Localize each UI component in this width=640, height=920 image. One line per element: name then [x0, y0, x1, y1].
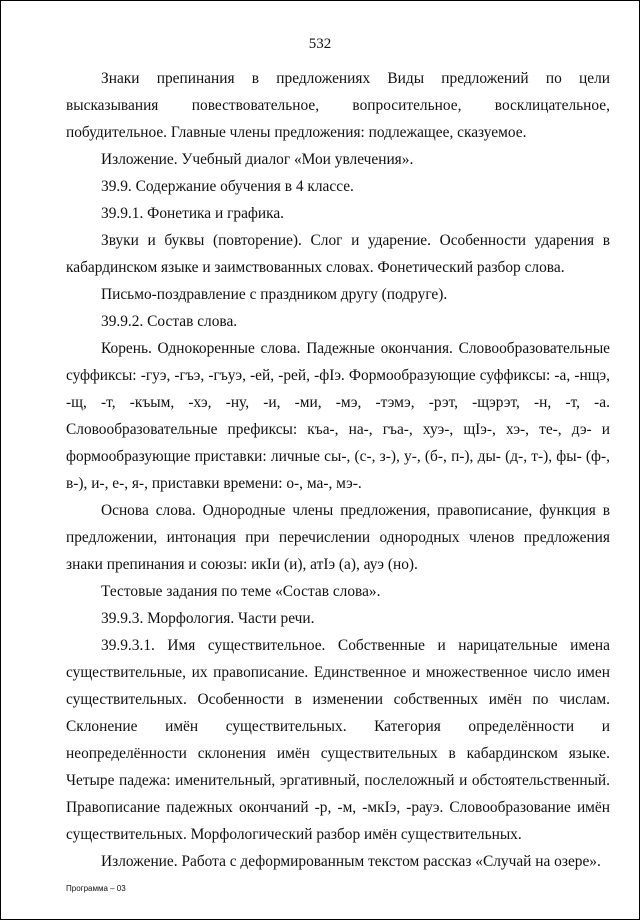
page-number: 532: [308, 36, 332, 52]
paragraph-root-suffixes: Корень. Однокоренные слова. Падежные окончания. Словообразовательные суффиксы: -гуэ, -гъэ, -гъуэ, -ей, -рей, -фIэ. Формообразующие суффиксы: -а, -нщэ, -щ, -т, -къым, -хэ, -ну, -и, -ми, -мэ, -тэмэ, -рэт, -щэрэт, -н, -т, -а. Словообразовательные префиксы: къа-, на-, гъа-, хуэ-, щIэ-, хэ-, те-, дэ- и формообразующие приставки: личные сы-, (с-, з-), у-, (б-, п-), ды- (д-, т-), фы- (ф-, в-), и-, е-, я-, приставки времени: о-, ма-, мэ-.: [66, 340, 610, 492]
paragraph-punctuation: Знаки препинания в предложениях Виды предложений по цели высказывания повествовательное, вопросительное, восклицательное, побудительное. Главные члены предложения: подлежащее, сказуемое.: [66, 70, 610, 141]
paragraph-test-tasks: Тестовые задания по теме «Состав слова».: [101, 583, 381, 600]
paragraph-word-stem: Основа слова. Однородные члены предложения, правописание, функция в предложении, интонация при перечислении однородных членов предложения знаки препинания и союзы: икIи (и), атIэ (а), ауэ (но).: [66, 502, 610, 573]
section-heading-phonetics: 39.9.1. Фонетика и графика.: [101, 205, 285, 222]
paragraph-essay-dialogue: Изложение. Учебный диалог «Мои увлечения».: [101, 151, 414, 168]
footer-program-label: Программа – 03: [66, 884, 126, 893]
section-heading-4th-grade: 39.9. Содержание обучения в 4 классе.: [101, 178, 354, 195]
section-heading-word-structure: 39.9.2. Состав слова.: [101, 313, 238, 330]
paragraph-noun: 39.9.3.1. Имя существительное. Собственные и нарицательные имена существительные, их правописание. Единственное и множественное число имен существительных. Особенности в изменении собственных имён по числам. Склонение имён существительных. Категория определённости и неопределённости склонения имён существительных в кабардинском языке. Четыре падежа: именительный, эргативный, послеложный и обстоятельственный. Правописание падежных окончаний -р, -м, -мкIэ, -рауэ. Словообразование имён существительных. Морфологический разбор имён существительных.: [66, 637, 610, 843]
document-body: [66, 65, 610, 875]
paragraph-essay-lake: Изложение. Работа с деформированным текстом рассказ «Случай на озере».: [101, 853, 601, 870]
paragraph-greeting-letter: Письмо-поздравление с праздником другу (подруге).: [101, 286, 448, 303]
paragraph-sounds-letters: Звуки и буквы (повторение). Слог и ударение. Особенности ударения в кабардинском языке и заимствованных словах. Фонетический разбор слова.: [66, 232, 610, 276]
section-heading-morphology: 39.9.3. Морфология. Части речи.: [101, 610, 315, 627]
